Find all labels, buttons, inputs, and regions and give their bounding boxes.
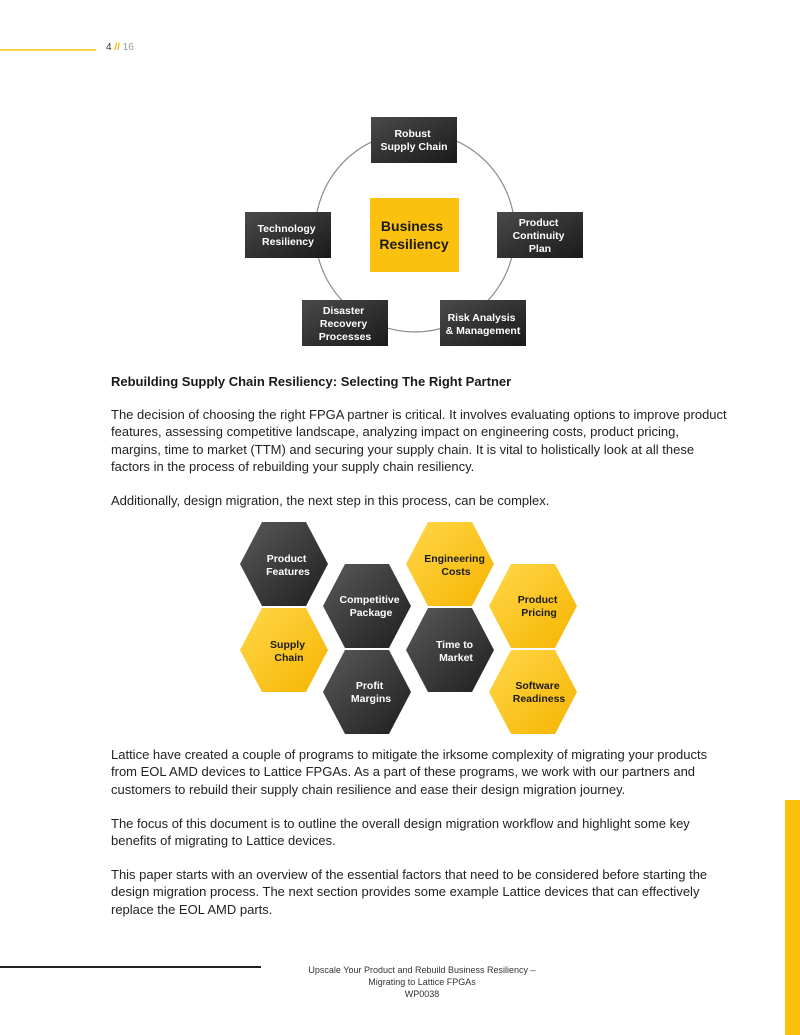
hex-software-readiness-label: Software Readiness <box>512 680 566 705</box>
paragraph-document-focus: The focus of this document is to outline the overall design migration workflow and highlight some key benefits of migrating to Lattice devices. <box>111 816 690 849</box>
paragraph-paper-overview: This paper starts with an overview of the essential factors that need to be considered before starting the design migration process. The next section provides some example Lattice devices that can effectively replace the EOL AMD parts. <box>111 867 708 917</box>
hex-competitive-package-label: Competitive Package <box>339 594 400 619</box>
hex-diagram <box>240 522 577 734</box>
hex-product-pricing <box>489 564 577 648</box>
paragraph-design-migration: Additionally, design migration, the next step in this process, can be complex. <box>111 493 550 508</box>
page-current: 4 <box>106 42 112 53</box>
section-title: Rebuilding Supply Chain Resiliency: Selecting The Right Partner <box>111 374 512 389</box>
footer-line-1: Upscale Your Product and Rebuild Business Resiliency – <box>308 965 536 975</box>
node-technology-resiliency-label: Technology Resiliency <box>257 223 316 248</box>
hex-product-features-label: Product Features <box>266 553 310 578</box>
cycle-diagram <box>245 117 583 346</box>
page-total: 16 <box>122 42 134 53</box>
page-separator: // <box>114 42 120 53</box>
node-product-continuity-label: Product Continuity Plan <box>512 217 565 255</box>
node-disaster-recovery-label: Disaster Recovery Processes <box>318 305 372 343</box>
paragraph-partner-decision: The decision of choosing the right FPGA partner is critical. It involves evaluating options to improve product features, assessing competitive landscape, analyzing impact on engineering costs, product pricing, margins, time to market (TTM) and securing your supply chain. It is vital to holistically look at all these factors in the process of rebuilding your supply chain resiliency. <box>111 407 727 475</box>
footer-line-2: Migrating to Lattice FPGAs <box>368 977 476 987</box>
node-technology-resiliency <box>245 212 331 258</box>
hex-engineering-costs-label: Engineering Costs <box>424 553 485 578</box>
node-robust-supply-chain <box>371 117 457 163</box>
hex-supply-chain-label: Supply Chain <box>270 639 306 664</box>
hex-profit-margins <box>323 650 411 734</box>
footer-doc-id: WP0038 <box>404 989 440 999</box>
hex-product-pricing-label: Product Pricing <box>517 594 558 619</box>
center-label: Business Resiliency <box>379 218 449 252</box>
paragraph-lattice-programs: Lattice have created a couple of programs to mitigate the irksome complexity of migrating your products from EOL AMD devices to Lattice FPGAs. As a part of these programs, we work with our partners and customers to rebuild their supply chain resilience and ease their design migration journey. <box>111 747 708 797</box>
node-risk-analysis-label: Risk Analysis & Management <box>445 312 521 337</box>
accent-side-bar <box>785 800 800 1035</box>
hex-competitive-package <box>323 564 411 648</box>
hex-time-to-market-label: Time to Market <box>435 639 474 664</box>
hex-profit-margins-label: Profit Margins <box>350 680 392 705</box>
footer <box>282 964 562 1000</box>
hex-software-readiness <box>489 650 577 734</box>
center-box <box>370 198 459 272</box>
node-robust-supply-chain-label: Robust Supply Chain <box>380 128 448 153</box>
footer-rule <box>0 966 261 968</box>
